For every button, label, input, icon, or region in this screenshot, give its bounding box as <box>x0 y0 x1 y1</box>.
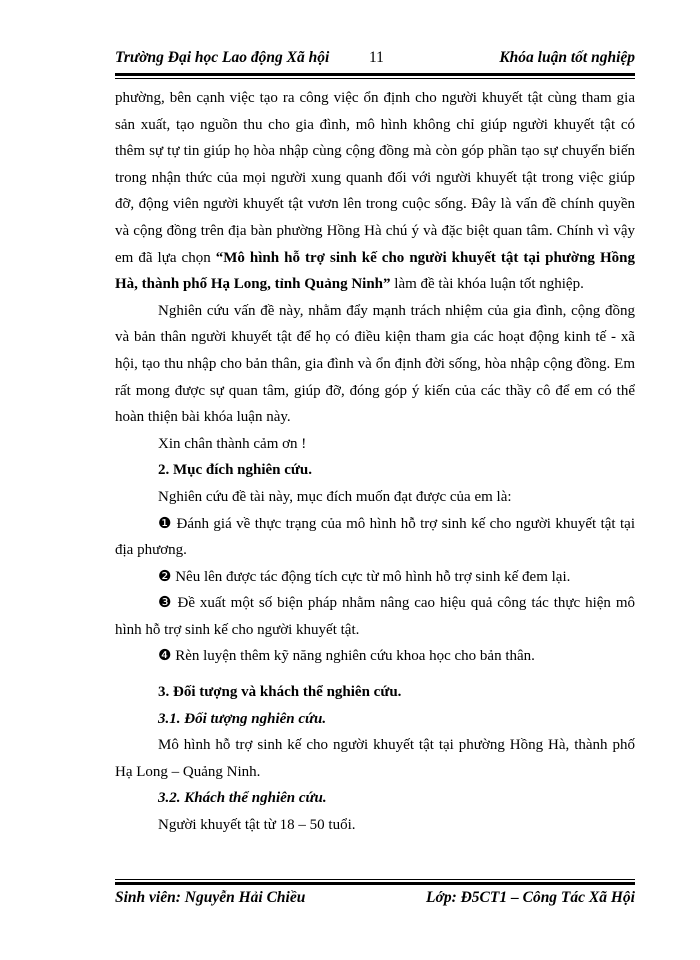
header-rule-thin <box>115 78 635 79</box>
goal-item-3: ❸ Đề xuất một số biện pháp nhằm nâng cao hiệu quả công tác thực hiện mô hình hỗ trợ sinh kế cho người khuyết tật. <box>115 595 635 638</box>
paragraph-1-text-b: làm đề tài khóa luận tốt nghiệp. <box>390 276 584 293</box>
header-thesis-type: Khóa luận tốt nghiệp <box>499 49 635 66</box>
footer-student-name: Sinh viên: Nguyễn Hải Chiều <box>115 889 306 906</box>
section-3-2-heading: 3.2. Khách thể nghiên cứu. <box>158 790 327 807</box>
header-rule-thick <box>115 73 635 76</box>
section-3-2-text: Người khuyết tật từ 18 – 50 tuổi. <box>158 817 356 834</box>
footer-rule-thick <box>115 882 635 885</box>
header-school-name: Trường Đại học Lao động Xã hội <box>115 49 330 66</box>
section-3-heading: 3. Đối tượng và khách thể nghiên cứu. <box>158 684 402 701</box>
goal-item-2: ❷ Nêu lên được tác động tích cực từ mô hình hỗ trợ sinh kế đem lại. <box>158 568 571 585</box>
goal-item-1: ❶ Đánh giá về thực trạng của mô hình hỗ trợ sinh kế cho người khuyết tật tại địa phương. <box>115 515 635 559</box>
page-header <box>115 49 635 71</box>
page-body <box>115 85 635 839</box>
section-2-heading: 2. Mục đích nghiên cứu. <box>158 462 313 479</box>
goal-item-4: ❹ Rèn luyện thêm kỹ năng nghiên cứu khoa học cho bản thân. <box>158 648 535 665</box>
section-3-1-heading: 3.1. Đối tượng nghiên cứu. <box>158 710 327 727</box>
paragraph-2: Nghiên cứu vấn đề này, nhằm đẩy mạnh trách nhiệm của gia đình, cộng đồng và bản thân người khuyết tật để họ có điều kiện tham gia các hoạt động kinh tế - xã hội, tạo thu nhập cho bản thân, gia đình và ổn định đời sống, hòa nhập cộng đồng. Em rất mong được sự quan tâm, giúp đỡ, đóng góp ý kiến của các thầy cô để em có thể hoàn thiện bài khóa luận này. <box>115 302 635 426</box>
paragraph-1 <box>115 85 635 298</box>
footer-class-name: Lớp: Đ5CT1 – Công Tác Xã Hội <box>426 889 635 906</box>
section-2-intro: Nghiên cứu đề tài này, mục đích muốn đạt được của em là: <box>158 488 512 505</box>
thesis-title: “Mô hình hỗ trợ sinh kế cho người khuyết tật tại phường Hồng Hà, thành phố Hạ Long, tỉnh Quảng Ninh” <box>115 249 635 293</box>
page-number: 11 <box>369 49 384 66</box>
page-footer <box>115 889 635 911</box>
thanks-line: Xin chân thành cảm ơn ! <box>158 435 307 452</box>
paragraph-1-text-a: phường, bên cạnh việc tạo ra công việc ổn định cho người khuyết tật cùng tham gia sản xuất, tạo nguồn thu cho gia đình, mô hình không chỉ giúp người khuyết tật có thêm sự tự tin giúp họ hòa nhập cùng cộng đồng mà còn góp phần tạo sự chuyển biến trong nhận thức của mọi người xung quanh đối với người khuyết tật trong việc giúp đỡ, động viên người khuyết tật vươn lên trong cuộc sống. Đây là vấn đề chính quyền và cộng đồng trên địa bàn phường Hồng Hà chú ý và đặc biệt quan tâm. Chính vì vậy em đã lựa chọn <box>115 90 635 266</box>
spacer <box>115 670 635 679</box>
footer-rule-thin <box>115 879 635 880</box>
section-3-1-text: Mô hình hỗ trợ sinh kế cho người khuyết tật tại phường Hồng Hà, thành phố Hạ Long – Quảng Ninh. <box>115 737 635 780</box>
